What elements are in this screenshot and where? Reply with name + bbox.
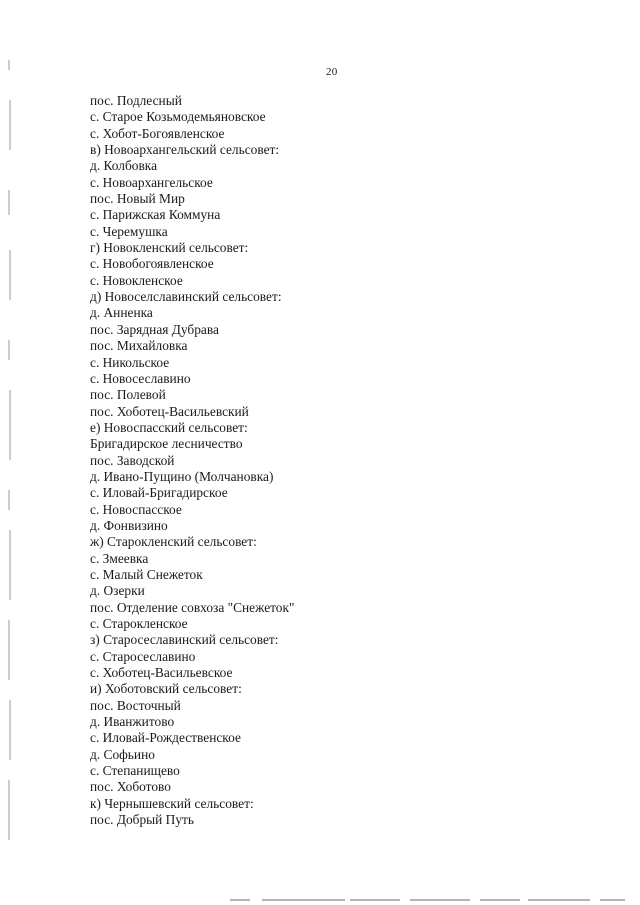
- list-item: пос. Хоботец-Васильевский: [90, 403, 249, 419]
- list-item: пос. Заводской: [90, 452, 175, 468]
- list-item: с. Новоспасское: [90, 501, 182, 517]
- section-heading: е) Новоспасский сельсовет:: [90, 419, 248, 435]
- list-item: с. Новокленское: [90, 272, 183, 288]
- section-heading: к) Чернышевский сельсовет:: [90, 795, 254, 811]
- list-item: с. Малый Снежеток: [90, 566, 203, 582]
- list-item: с. Черемушка: [90, 223, 168, 239]
- list-item: д. Ивано-Пущино (Молчановка): [90, 468, 274, 484]
- list-item: д. Софьино: [90, 746, 155, 762]
- list-item: пос. Полевой: [90, 387, 166, 403]
- list-item: с. Иловай-Бригадирское: [90, 485, 228, 501]
- list-item: пос. Зарядная Дубрава: [90, 321, 219, 337]
- list-item: с. Старое Козьмодемьяновское: [90, 109, 266, 125]
- section-heading: г) Новокленский сельсовет:: [90, 240, 249, 256]
- list-item: пос. Отделение совхоза "Снежеток": [90, 599, 295, 615]
- list-item: пос. Подлесный: [90, 93, 182, 108]
- list-item: с. Змеевка: [90, 550, 149, 566]
- list-item: с. Старосеславино: [90, 648, 196, 664]
- scan-edge-artifact: [6, 40, 14, 880]
- scan-bottom-artifact: [0, 895, 640, 905]
- list-item: д. Колбовка: [90, 158, 158, 174]
- section-heading: з) Старосеславинский сельсовет:: [90, 632, 279, 648]
- list-item: с. Староклeнское: [90, 616, 188, 631]
- list-item: с. Парижская Коммуна: [90, 207, 221, 223]
- list-item: д. Фонвизино: [90, 517, 168, 533]
- section-heading: в) Новоархангельский сельсовет:: [90, 142, 280, 158]
- section-heading: ж) Староклeнский сельсовет:: [90, 534, 257, 550]
- list-item: д. Анненка: [90, 305, 153, 321]
- list-item: с. Никольское: [90, 354, 170, 370]
- list-item: пос. Михайловка: [90, 338, 188, 354]
- section-heading: д) Новоселславинский сельсовет:: [90, 289, 282, 305]
- section-heading: и) Хоботовский сельсовет:: [90, 681, 242, 697]
- list-item: с. Новосеславино: [90, 370, 191, 386]
- list-item: д. Озерки: [90, 583, 145, 599]
- list-item: пос. Добрый Путь: [90, 812, 195, 828]
- list-item: пос. Новый Мир: [90, 191, 185, 207]
- list-item: с. Хобот-Богоявленское: [90, 125, 225, 141]
- list-item: пос. Восточный: [90, 697, 181, 713]
- page-number: 20: [326, 66, 338, 78]
- list-item: с. Новобогоявленское: [90, 256, 214, 272]
- list-item: д. Иванжитово: [90, 714, 175, 730]
- settlement-list: [90, 93, 294, 828]
- list-item: с. Новоархангельское: [90, 174, 213, 190]
- list-item: Бригадирское лесничество: [90, 436, 243, 452]
- list-item: пос. Хоботово: [90, 779, 171, 795]
- list-item: с. Степанищево: [90, 763, 180, 779]
- list-item: с. Иловай-Рождественское: [90, 730, 241, 746]
- list-item: с. Хоботец-Васильевское: [90, 665, 233, 681]
